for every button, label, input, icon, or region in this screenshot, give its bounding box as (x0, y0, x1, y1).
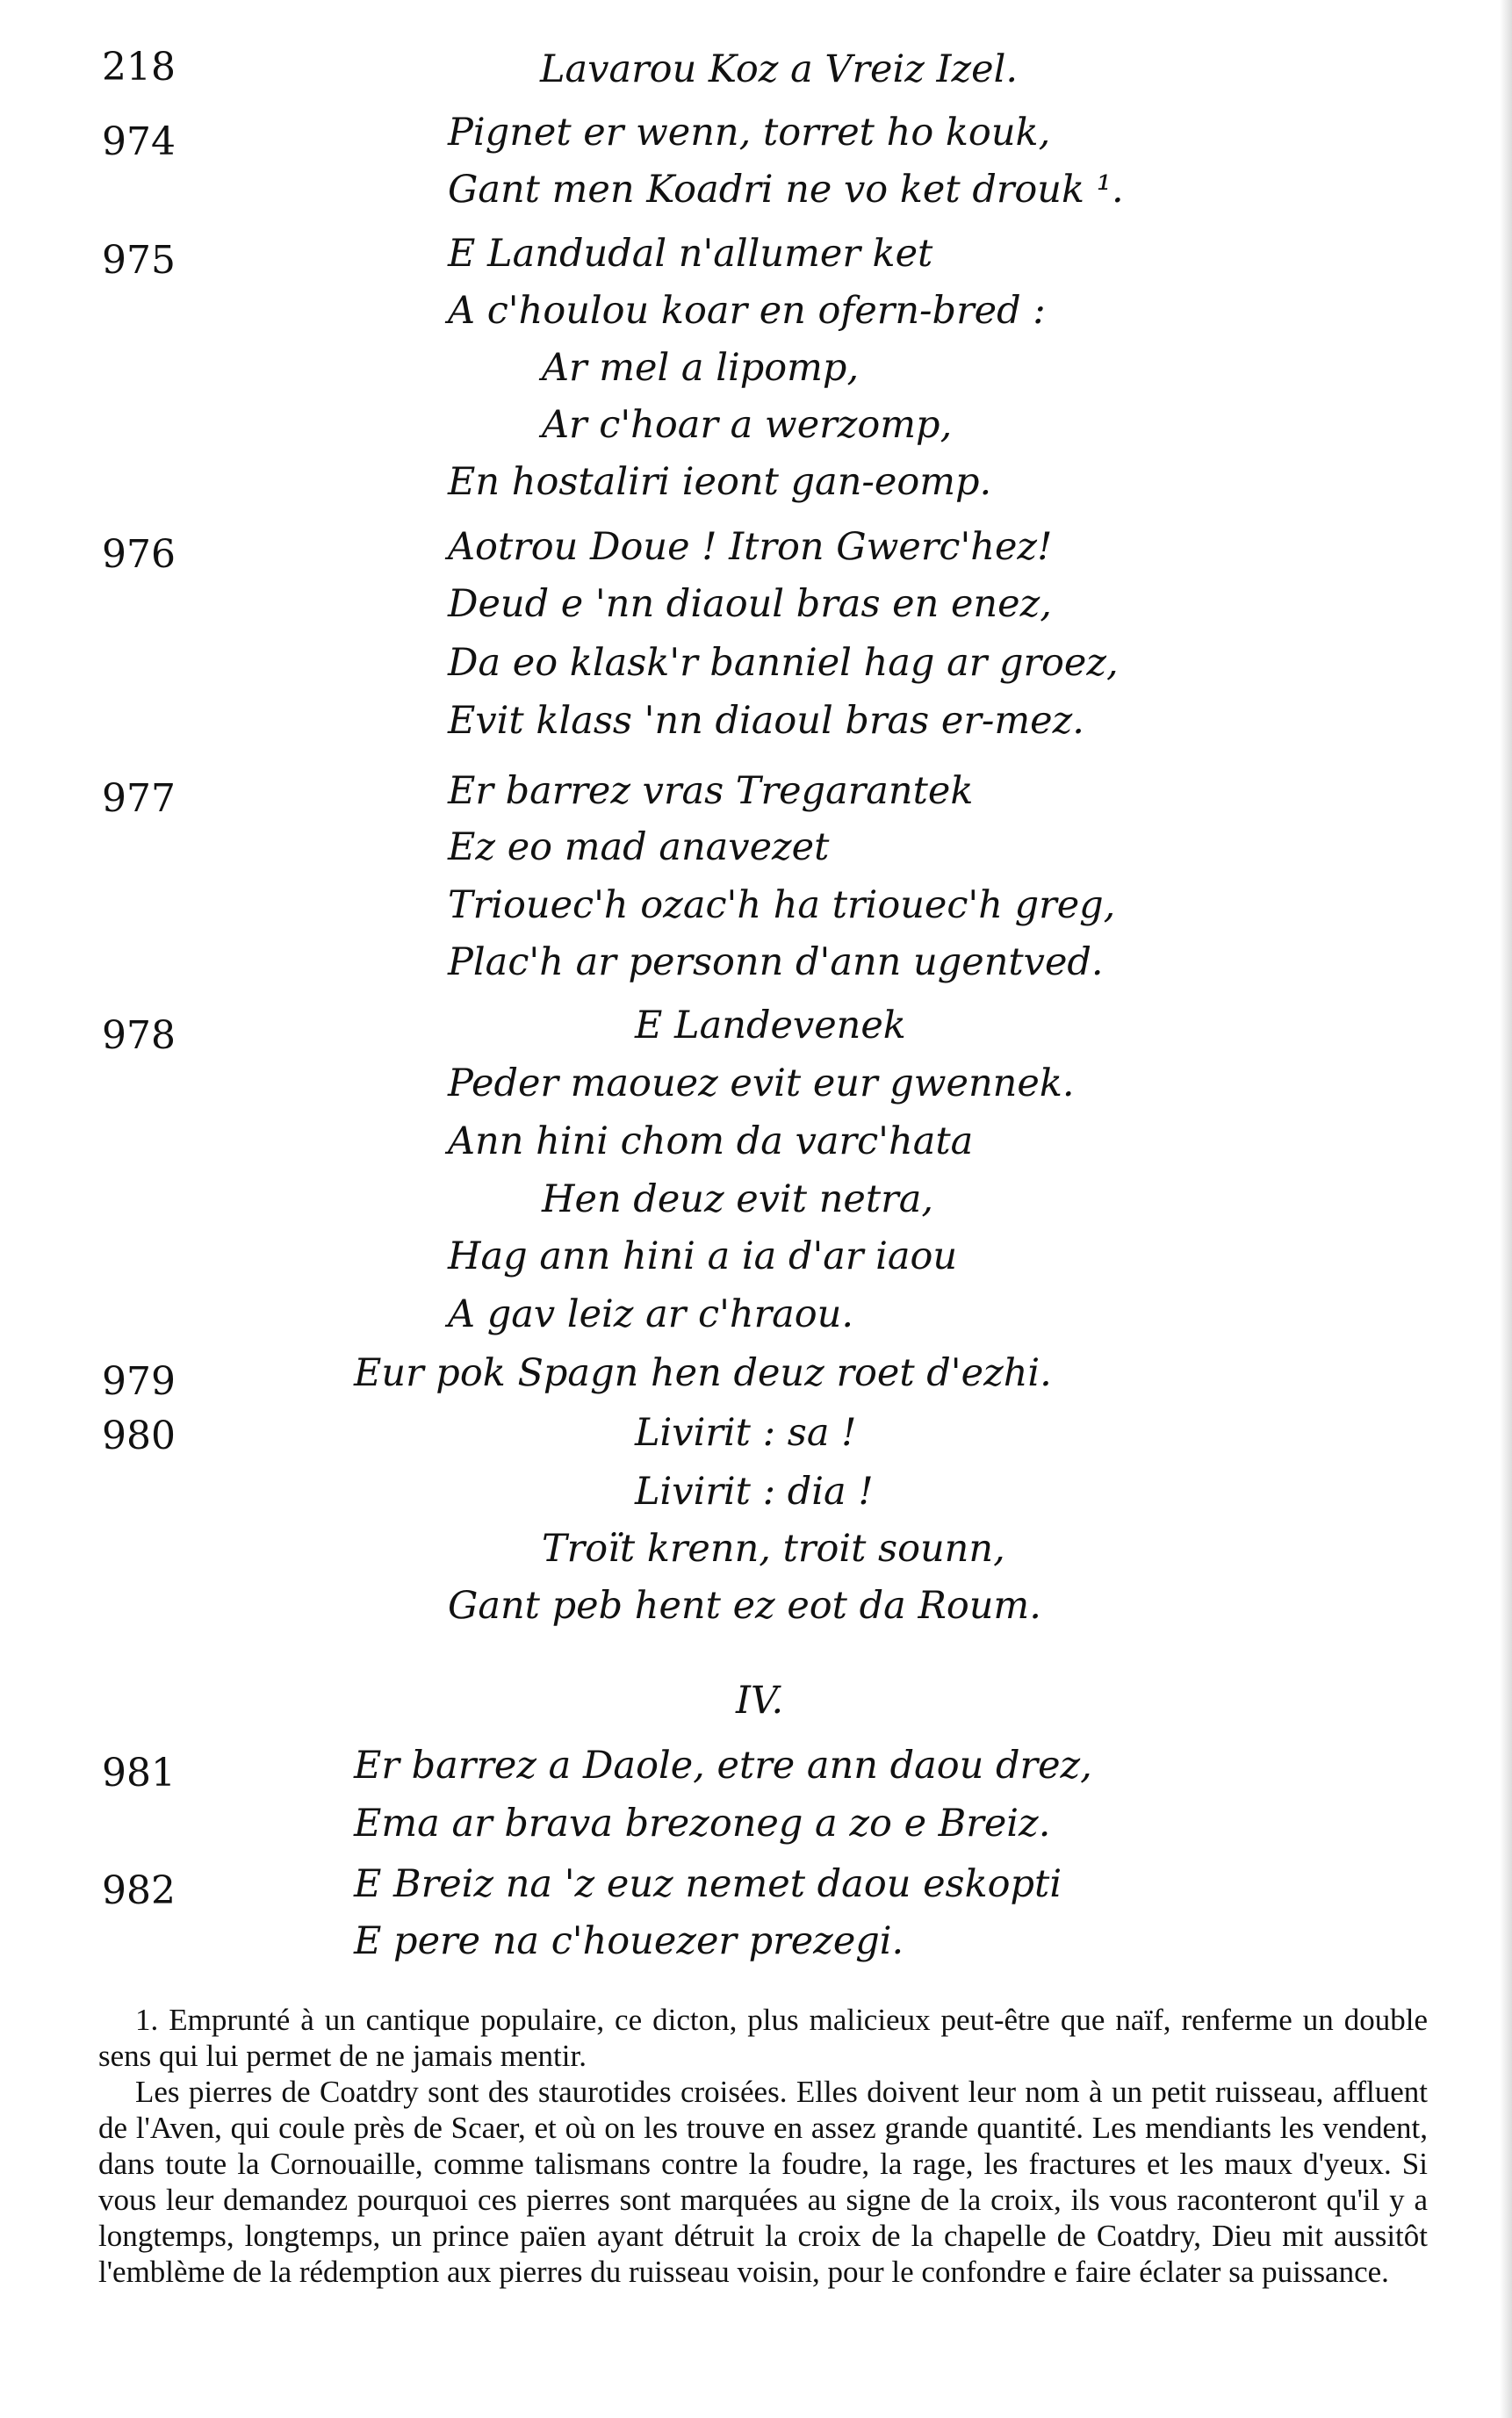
verse-line: Ez eo mad anavezet (448, 825, 830, 869)
verse-line: E Landevenek (635, 1004, 906, 1047)
entry-number-978: 978 (102, 1013, 176, 1058)
verse-line: Da eo klask'r banniel hag ar groez, (448, 641, 1119, 685)
verse-line: Triouec'h ozac'h ha triouec'h greg, (448, 883, 1116, 927)
entry-number-975: 975 (102, 238, 176, 283)
section-heading: IV. (736, 1679, 784, 1723)
verse-line: Ema ar brava brezoneg a zo e Breiz. (354, 1802, 1051, 1846)
verse-line: Ar mel a lipomp, (542, 346, 860, 390)
running-header-title: Lavarou Koz a Vreiz Izel. (540, 47, 1019, 91)
verse-line: Eur pok Spagn hen deuz roet d'ezhi. (354, 1351, 1052, 1395)
entry-number-981: 981 (102, 1751, 176, 1796)
verse-line: Hag ann hini a ia d'ar iaou (448, 1234, 958, 1278)
entry-number-976: 976 (102, 532, 176, 577)
verse-line: E Breiz na 'z euz nemet daou eskopti (354, 1862, 1062, 1906)
verse-line: Hen deuz evit netra, (542, 1177, 934, 1221)
verse-line: Er barrez a Daole, etre ann daou drez, (354, 1744, 1092, 1788)
verse-line: En hostaliri ieont gan-eomp. (448, 460, 992, 504)
verse-line: Er barrez vras Tregarantek (448, 769, 974, 813)
verse-line: A gav leiz ar c'hraou. (448, 1292, 854, 1336)
verse-line: A c'houlou koar en ofern-bred : (448, 289, 1046, 333)
verse-line: Ar c'hoar a werzomp, (542, 403, 953, 447)
entry-number-977: 977 (102, 776, 176, 821)
verse-line: Troït krenn, troit sounn, (542, 1527, 1005, 1571)
entry-number-980: 980 (102, 1414, 176, 1458)
footnote-block (98, 2002, 1428, 2290)
verse-line: Plac'h ar personn d'ann ugentved. (448, 940, 1104, 984)
verse-line: Gant peb hent ez eot da Roum. (448, 1584, 1041, 1628)
footnote-1: 1. Emprunté à un cantique populaire, ce dicton, plus malicieux peut-être que naïf, renferme un double sens qui lui permet de ne jamais mentir. (98, 2003, 1428, 2073)
verse-line: Peder maouez evit eur gwennek. (448, 1061, 1075, 1105)
verse-line: Livirit : dia ! (635, 1470, 874, 1514)
entry-number-974: 974 (102, 119, 176, 164)
verse-line: Livirit : sa ! (635, 1411, 857, 1455)
page-number: 218 (102, 45, 176, 90)
verse-line: Aotrou Doue ! Itron Gwerc'hez! (448, 525, 1053, 569)
verse-line: E pere na c'houezer prezegi. (354, 1919, 904, 1963)
verse-line: Pignet er wenn, torret ho kouk, (448, 111, 1051, 155)
verse-line: Gant men Koadri ne vo ket drouk ¹. (448, 168, 1124, 212)
scan-edge-shadow (1500, 0, 1512, 2418)
entry-number-982: 982 (102, 1868, 176, 1913)
verse-line: E Landudal n'allumer ket (448, 232, 933, 276)
entry-number-979: 979 (102, 1359, 176, 1404)
verse-line: Evit klass 'nn diaoul bras er-mez. (448, 699, 1084, 743)
footnote-paragraph: Les pierres de Coatdry sont des staurotides croisées. Elles doivent leur nom à un petit ruisseau, affluent de l'Aven, qui coule près de Scaer, et où on les trouve en assez grande quantité. Les mendiants les vendent, dans toute la Cornouaille, comme talismans contre la foudre, la rage, les fractures et les maux d'yeux. Si vous leur demandez pourquoi ces pierres sont marquées au signe de la croix, ils vous raconteront qu'il y a longtemps, longtemps, un prince païen ayant détruit la croix de la chapelle de Coatdry, Dieu mit aussitôt l'emblème de la rédemption aux pierres du ruisseau voisin, pour le confondre e faire éclater sa puissance. (98, 2075, 1428, 2289)
verse-line: Deud e 'nn diaoul bras en enez, (448, 582, 1052, 626)
verse-line: Ann hini chom da varc'hata (448, 1119, 974, 1163)
